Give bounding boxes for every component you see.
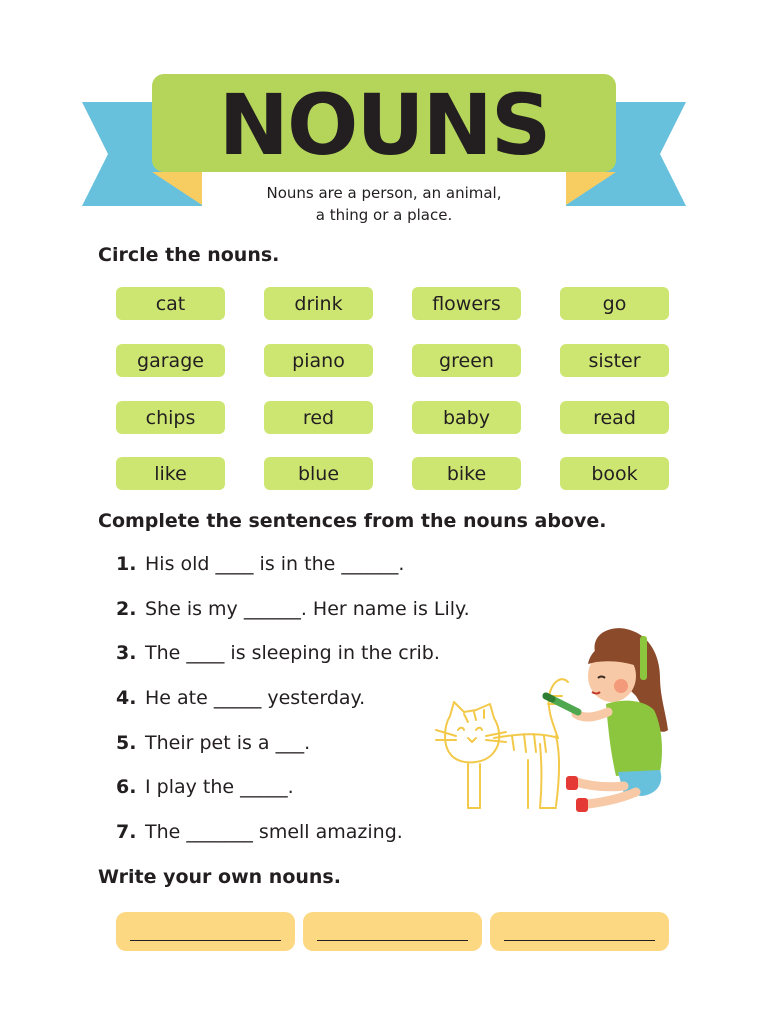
word-chip[interactable]: book — [560, 457, 669, 490]
word-chip[interactable]: green — [412, 344, 521, 377]
definition-text — [234, 182, 534, 226]
girl-drawing-cat-icon — [428, 626, 673, 816]
definition-line-1: Nouns are a person, an animal, — [266, 184, 502, 202]
answer-field-2[interactable] — [303, 912, 482, 951]
sentence-number: 7. — [116, 821, 137, 843]
word-chip[interactable]: flowers — [412, 287, 521, 320]
sentence-number: 1. — [116, 553, 137, 575]
word-chip[interactable]: piano — [264, 344, 373, 377]
sentence-number: 6. — [116, 776, 137, 798]
sentence-item — [116, 549, 404, 579]
sentence-item — [116, 683, 365, 713]
word-chip[interactable]: read — [560, 401, 669, 434]
definition-line-2: a thing or a place. — [315, 206, 453, 224]
circle-nouns-heading: Circle the nouns. — [98, 244, 280, 266]
answer-line — [504, 940, 655, 941]
sentence-item — [116, 772, 294, 802]
sentence-text: She is my ______. Her name is Lily. — [145, 598, 470, 620]
sentence-item — [116, 638, 440, 668]
sentence-item — [116, 817, 403, 847]
word-chip[interactable]: sister — [560, 344, 669, 377]
word-chip[interactable]: garage — [116, 344, 225, 377]
answer-line — [130, 940, 281, 941]
answer-field-1[interactable] — [116, 912, 295, 951]
sentence-text: The _______ smell amazing. — [145, 821, 403, 843]
sentence-number: 5. — [116, 732, 137, 754]
write-nouns-heading: Write your own nouns. — [98, 866, 341, 888]
complete-sentences-heading: Complete the sentences from the nouns above. — [98, 510, 607, 532]
sentence-text: His old ____ is in the ______. — [145, 553, 405, 575]
sentence-number: 2. — [116, 598, 137, 620]
banner-fold-right — [566, 172, 616, 205]
word-chip[interactable]: like — [116, 457, 225, 490]
sentence-item — [116, 728, 310, 758]
sentence-text: Their pet is a ___. — [145, 732, 311, 754]
word-chip[interactable]: blue — [264, 457, 373, 490]
word-chip[interactable]: cat — [116, 287, 225, 320]
page-title: NOUNS — [218, 76, 550, 174]
title-banner — [152, 74, 616, 172]
answer-line — [317, 940, 468, 941]
word-chip[interactable]: red — [264, 401, 373, 434]
word-grid — [116, 287, 670, 491]
word-chip[interactable]: go — [560, 287, 669, 320]
sentence-text: The ____ is sleeping in the crib. — [145, 642, 440, 664]
sentence-number: 4. — [116, 687, 137, 709]
sentence-item — [116, 594, 470, 624]
word-chip[interactable]: drink — [264, 287, 373, 320]
banner-fold-left — [152, 172, 202, 205]
word-chip[interactable]: baby — [412, 401, 521, 434]
sentence-text: I play the _____. — [145, 776, 294, 798]
sentence-text: He ate _____ yesterday. — [145, 687, 366, 709]
word-chip[interactable]: chips — [116, 401, 225, 434]
word-chip[interactable]: bike — [412, 457, 521, 490]
answer-field-3[interactable] — [490, 912, 669, 951]
sentence-number: 3. — [116, 642, 137, 664]
